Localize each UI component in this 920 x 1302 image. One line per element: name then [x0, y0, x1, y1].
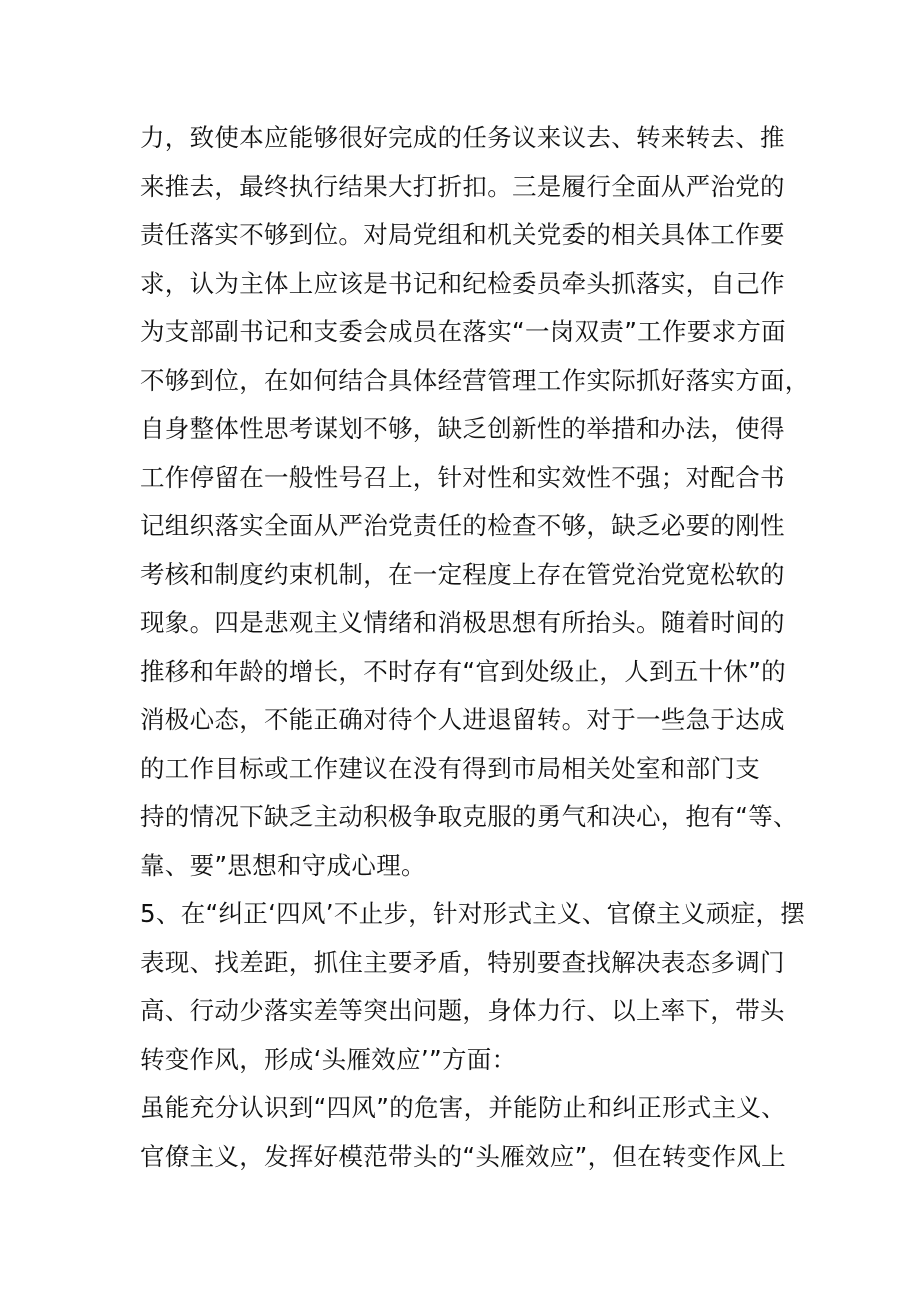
- text-line: 的工作目标或工作建议在没有得到市局相关处室和部门支: [140, 753, 760, 783]
- text-line: 记组织落实全面从严治党责任的检查不够，缺乏必要的刚性: [140, 511, 785, 540]
- text-line: 表现、找差距，抓住主要矛盾，特别要查找解决表态多调门: [140, 947, 785, 977]
- text-line: 官僚主义，发挥好模范带头的“头雁效应”，但在转变作风上: [140, 1141, 786, 1171]
- text-line: 高、行动少落实差等突出问题，身体力行、以上率下，带头: [140, 996, 785, 1025]
- text-line: 求，认为主体上应该是书记和纪检委员牵头抓落实，自己作: [140, 268, 785, 298]
- text-line: 5、在“纠正‘四风’不止步，针对形式主义、官僚主义顽症，摆: [140, 899, 806, 928]
- text-line: 考核和制度约束机制，在一定程度上存在管党治党宽松软的: [140, 559, 785, 589]
- text-line: 靠、要”思想和守成心理。: [140, 850, 426, 880]
- text-line: 力，致使本应能够很好完成的任务议来议去、转来转去、推: [140, 123, 785, 152]
- text-line: 责任落实不够到位。对局党组和机关党委的相关具体工作要: [140, 220, 785, 249]
- text-line: 推移和年龄的增长，不时存有“官到处级止，人到五十休”的: [140, 656, 786, 686]
- text-line: 现象。四是悲观主义情绪和消极思想有所抬头。随着时间的: [140, 608, 785, 637]
- text-line: 自身整体性思考谋划不够，缺乏创新性的举措和办法，使得: [140, 414, 785, 443]
- text-line: 工作停留在一般性号召上，针对性和实效性不强；对配合书: [140, 462, 785, 492]
- text-line: 持的情况下缺乏主动积极争取克服的勇气和决心，抱有“等、: [140, 802, 798, 831]
- body-text: [140, 114, 810, 1181]
- text-line: 转变作风，形成‘头雁效应’”方面：: [140, 1044, 517, 1074]
- text-line: 不够到位，在如何结合具体经营管理工作实际抓好落实方面，: [140, 365, 810, 395]
- text-line: 消极心态，不能正确对待个人进退留转。对于一些急于达成: [140, 705, 785, 734]
- text-line: 虽能充分认识到“四风”的危害，并能防止和纠正形式主义、: [140, 1093, 786, 1122]
- text-line: 来推去，最终执行结果大打折扣。三是履行全面从严治党的: [140, 171, 785, 201]
- text-line: 为支部副书记和支委会成员在落实“一岗双责”工作要求方面: [140, 317, 786, 346]
